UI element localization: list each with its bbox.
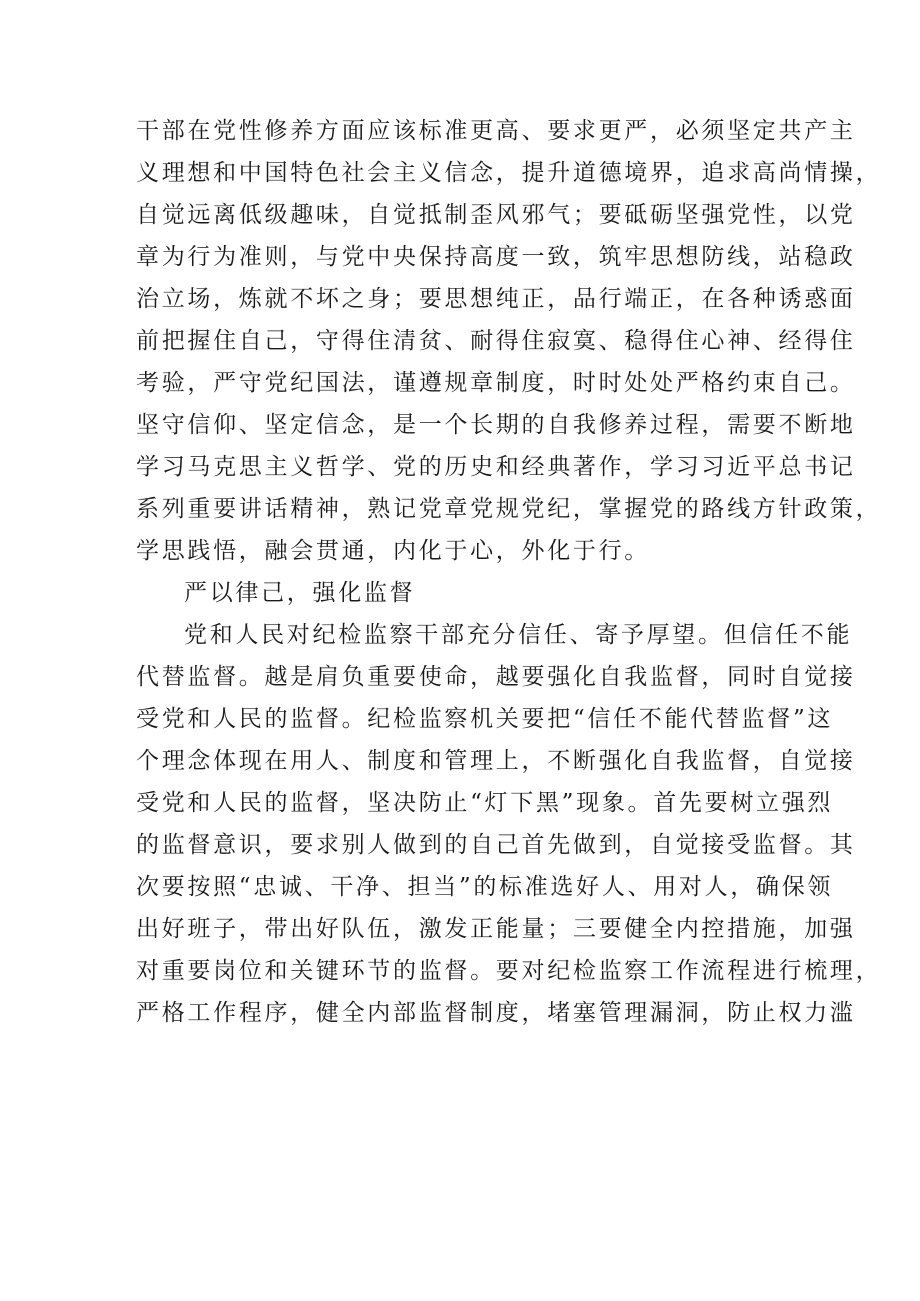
paragraph-line: 义理想和中国特色社会主义信念，提升道德境界，追求高尚情操， bbox=[136, 160, 882, 186]
paragraph-line: 学思践悟，融会贯通，内化于心，外化于行。 bbox=[136, 538, 650, 564]
paragraph-line: 次要按照“忠诚、干净、担当”的标准选好人、用对人，确保领 bbox=[136, 874, 834, 900]
paragraph-line: 个理念体现在用人、制度和管理上，不断强化自我监督，自觉接 bbox=[136, 748, 856, 774]
section-heading: 严以律己，强化监督 bbox=[184, 580, 416, 606]
paragraph-line: 受党和人民的监督，坚决防止“灯下黑”现象。首先要树立强烈 bbox=[136, 790, 834, 816]
paragraph-2 bbox=[136, 614, 882, 1034]
paragraph-line: 治立场，炼就不坏之身；要思想纯正，品行端正，在各种诱惑面 bbox=[136, 286, 856, 312]
paragraph-line: 前把握住自己，守得住清贫、耐得住寂寞、稳得住心神、经得住 bbox=[136, 328, 856, 354]
paragraph-line: 党和人民对纪检监察干部充分信任、寄予厚望。但信任不能 bbox=[184, 622, 853, 648]
paragraph-line: 严格工作程序，健全内部监督制度，堵塞管理漏洞，防止权力滥 bbox=[136, 1000, 856, 1026]
paragraph-line: 干部在党性修养方面应该标准更高、要求更严，必须坚定共产主 bbox=[136, 118, 856, 144]
paragraph-line: 出好班子，带出好队伍，激发正能量；三要健全内控措施，加强 bbox=[136, 916, 856, 942]
paragraph-line: 系列重要讲话精神，熟记党章党规党纪，掌握党的路线方针政策， bbox=[136, 496, 882, 522]
paragraph-line: 受党和人民的监督。纪检监察机关要把“信任不能代替监督”这 bbox=[136, 706, 834, 732]
paragraph-line: 坚守信仰、坚定信念，是一个长期的自我修养过程，需要不断地 bbox=[136, 412, 856, 438]
document-body bbox=[136, 110, 882, 1034]
paragraph-line: 考验，严守党纪国法，谨遵规章制度，时时处处严格约束自己。 bbox=[136, 370, 856, 396]
paragraph-line: 代替监督。越是肩负重要使命，越要强化自我监督，同时自觉接 bbox=[136, 664, 856, 690]
paragraph-line: 自觉远离低级趣味，自觉抵制歪风邪气；要砥砺坚强党性，以党 bbox=[136, 202, 856, 228]
paragraph-line: 对重要岗位和关键环节的监督。要对纪检监察工作流程进行梳理， bbox=[136, 958, 882, 984]
paragraph-line: 学习马克思主义哲学、党的历史和经典著作，学习习近平总书记 bbox=[136, 454, 856, 480]
paragraph-1 bbox=[136, 110, 882, 572]
paragraph-line: 的监督意识，要求别人做到的自己首先做到，自觉接受监督。其 bbox=[136, 832, 856, 858]
paragraph-line: 章为行为准则，与党中央保持高度一致，筑牢思想防线，站稳政 bbox=[136, 244, 856, 270]
